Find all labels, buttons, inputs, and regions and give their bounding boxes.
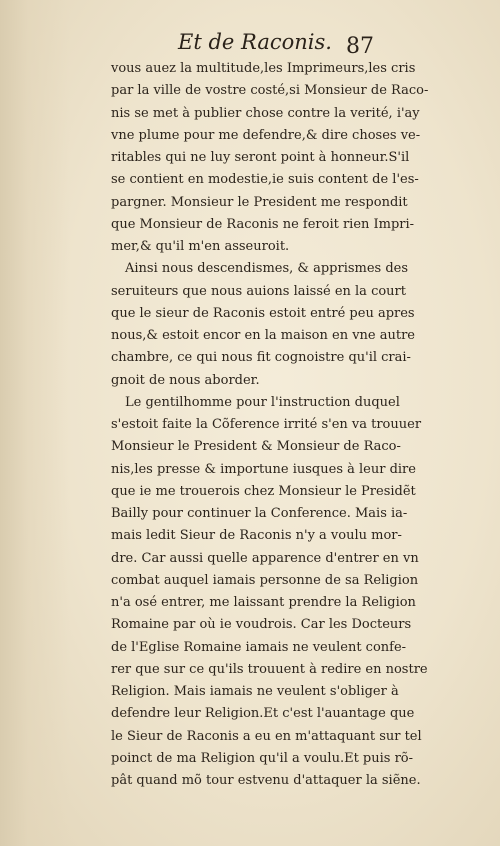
text-line: Bailly pour continuer la Conference. Mais ia- — [111, 506, 408, 521]
page-number: 87 — [346, 34, 374, 59]
paragraph — [111, 58, 429, 258]
text-line: combat auquel iamais personne de sa Religion — [111, 572, 419, 588]
text-line: chambre, ce qui nous fit cognoistre qu'il crai- — [111, 350, 411, 366]
text-line: Le gentilhomme pour l'instruction duquel — [125, 394, 400, 410]
text-line: poinct de ma Religion qu'il a voulu.Et puis rõ- — [111, 750, 414, 766]
text-line: rer que sur ce qu'ils trouuent à redire en nostre — [111, 661, 428, 677]
text-line: gnoit de nous aborder. — [111, 372, 260, 388]
text-line: que Monsieur de Raconis ne feroit rien Impri- — [111, 216, 415, 232]
text-line: dre. Car aussi quelle apparence d'entrer en vn — [111, 550, 419, 566]
text-line: nis,les presse & importune iusques à leur dire — [111, 461, 416, 477]
text-line: nis se met à publier chose contre la verité, i'ay — [111, 105, 420, 121]
text-line: vne plume pour me defendre,& dire choses ve- — [111, 127, 421, 143]
text-line: Monsieur le President & Monsieur de Raco- — [111, 439, 401, 455]
text-line: de l'Eglise Romaine iamais ne veulent confe- — [111, 639, 407, 655]
text-line: defendre leur Religion.Et c'est l'auantage que — [111, 706, 415, 722]
text-line: Romaine par où ie voudrois. Car les Docteurs — [111, 617, 412, 633]
running-head: Et de Raconis. — [178, 30, 332, 54]
text-line: pargner. Monsieur le President me respondit — [111, 194, 408, 210]
text-line: que ie me trouerois chez Monsieur le Presidẽt — [111, 483, 416, 499]
text-line: nous,& estoit encor en la maison en vne autre — [111, 328, 416, 343]
text-line: seruiteurs que nous auions laissé en la court — [111, 283, 406, 299]
text-line: s'estoit faite la Cõference irrité s'en va trouuer — [111, 417, 422, 432]
text-line: Ainsi nous descendismes, & apprismes des — [125, 261, 409, 277]
paragraph — [111, 392, 428, 793]
body-text — [111, 58, 429, 792]
text-line: n'a osé entrer, me laissant prendre la Religion — [111, 595, 416, 610]
paragraph — [111, 258, 416, 392]
text-line: mer,& qu'il m'en asseuroit. — [111, 239, 290, 254]
text-line: que le sieur de Raconis estoit entré peu apres — [111, 305, 415, 321]
text-line: se contient en modestie,ie suis content de l'es- — [111, 172, 419, 188]
text-line: vous auez la multitude,les Imprimeurs,les cris — [111, 61, 416, 76]
text-line: le Sieur de Raconis a eu en m'attaquant sur tel — [111, 728, 422, 744]
text-line: Religion. Mais iamais ne veulent s'obliger à — [111, 684, 399, 699]
text-line: pât quand mõ tour estvenu d'attaquer la siẽne. — [111, 773, 421, 788]
text-line: par la ville de vostre costé,si Monsieur de Raco- — [111, 83, 429, 99]
text-line: mais ledit Sieur de Raconis n'y a voulu mor- — [111, 528, 402, 544]
text-line: ritables qui ne luy seront point à honneur.S'il — [111, 150, 410, 165]
gutter-shadow — [0, 0, 70, 846]
